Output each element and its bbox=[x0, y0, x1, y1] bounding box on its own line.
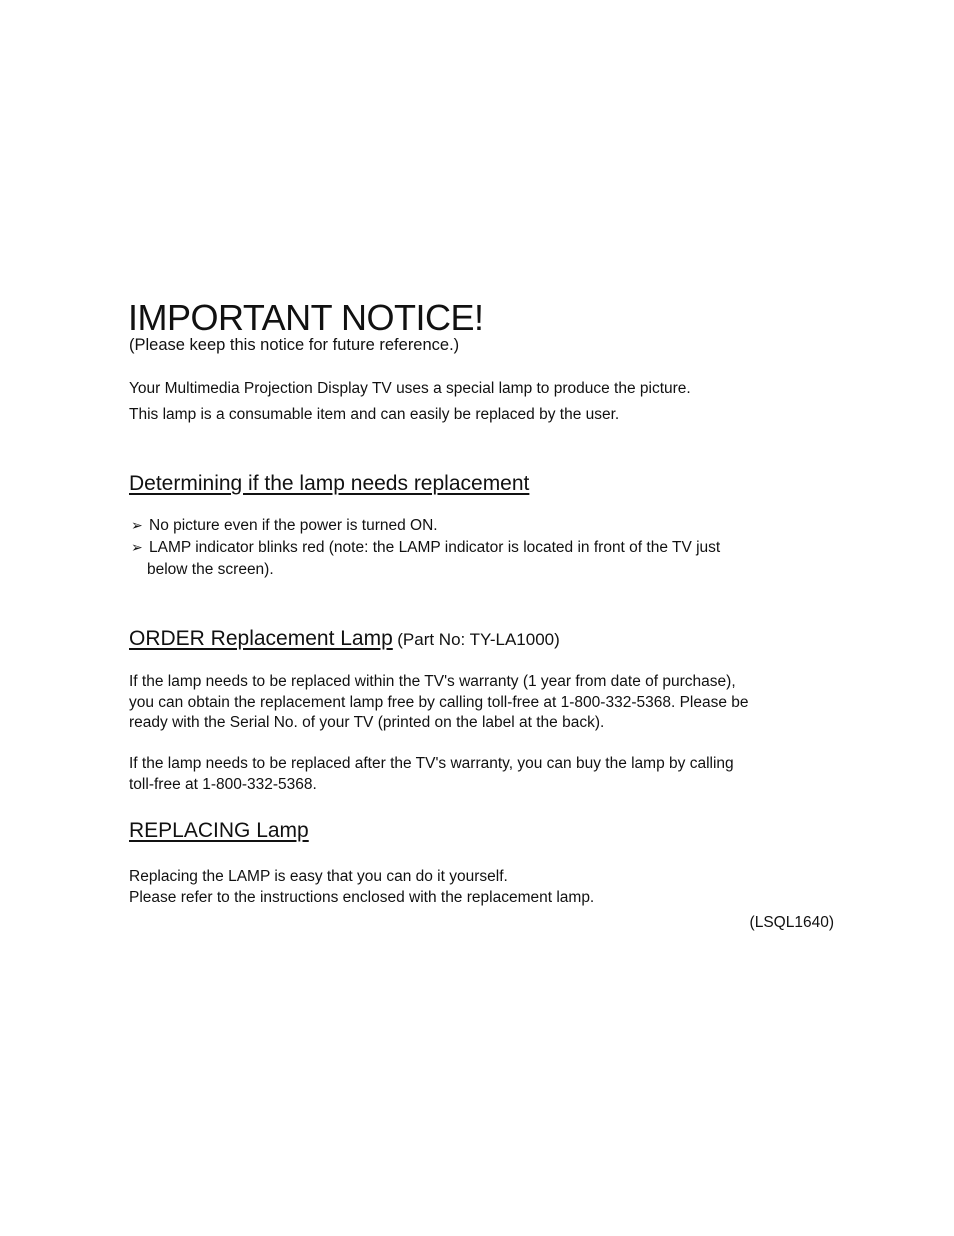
heading-order: ORDER Replacement Lamp bbox=[129, 627, 393, 650]
notice-subtitle: (Please keep this notice for future reference.) bbox=[129, 336, 460, 354]
intro-line-1: Your Multimedia Projection Display TV uses a special lamp to produce the picture. bbox=[129, 380, 691, 397]
bullet-no-picture-text: No picture even if the power is turned ON. bbox=[149, 517, 438, 534]
order-para1-line1: If the lamp needs to be replaced within the TV's warranty (1 year from date of purchase), bbox=[129, 673, 736, 690]
replace-line-2: Please refer to the instructions enclosed with the replacement lamp. bbox=[129, 889, 595, 906]
bullet-lamp-indicator-text: LAMP indicator blinks red (note: the LAMP indicator is located in front of the TV just bbox=[149, 539, 721, 556]
bullet-lamp-indicator bbox=[131, 537, 720, 558]
order-para2-line2: toll-free at 1-800-332-5368. bbox=[129, 776, 317, 793]
document-code: (LSQL1640) bbox=[749, 914, 834, 931]
heading-replacing: REPLACING Lamp bbox=[129, 819, 309, 842]
notice-title: IMPORTANT NOTICE! bbox=[128, 297, 484, 338]
bullet-arrow-icon: ➢ bbox=[131, 539, 143, 555]
intro-line-2: This lamp is a consumable item and can easily be replaced by the user. bbox=[129, 406, 620, 423]
heading-determining: Determining if the lamp needs replacement bbox=[129, 472, 530, 495]
bullet-arrow-icon: ➢ bbox=[131, 517, 143, 533]
order-para2-line1: If the lamp needs to be replaced after the TV's warranty, you can buy the lamp by calling bbox=[129, 755, 734, 772]
bullet-no-picture bbox=[131, 515, 438, 536]
part-number-note: (Part No: TY-LA1000) bbox=[397, 630, 560, 649]
order-para1-line2: you can obtain the replacement lamp free by calling toll-free at 1-800-332-5368. Please be bbox=[129, 694, 749, 711]
heading-order-row bbox=[129, 626, 560, 652]
replace-line-1: Replacing the LAMP is easy that you can do it yourself. bbox=[129, 868, 508, 885]
bullet-lamp-indicator-continued: below the screen). bbox=[147, 561, 274, 578]
order-para1-line3: ready with the Serial No. of your TV (printed on the label at the back). bbox=[129, 714, 605, 731]
